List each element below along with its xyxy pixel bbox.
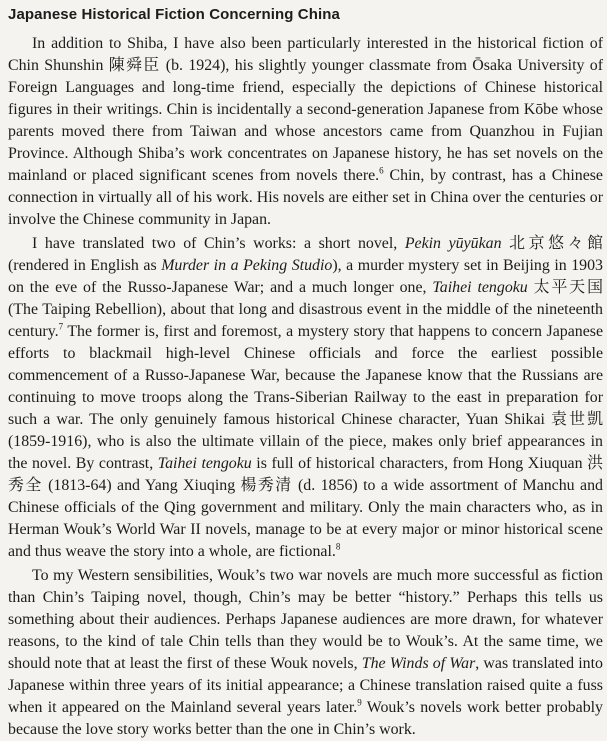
p3-text-b: , was translated into Japanese within three years of its initial appearance; a Chinese translation raised quite a fuss when it appeared on the Mainland several years later.: [8, 655, 603, 716]
title-the-winds-of-war: The Winds of War: [361, 655, 476, 672]
paragraph-2: [8, 233, 603, 563]
footnote-ref-8[interactable]: 8: [335, 541, 341, 552]
p1-text-a: In addition to Shiba, I have also been particularly interested in the historical fiction of Chin Shunshin 陳舜臣 (b. 1924), his slightly younger classmate from Ōsaka University of Foreign Languages and long-time friend, especially the depictions of Chinese historical figures in their writings. Chin is incidentally a second-generation Japanese from Kōbe whose parents moved there from Taiwan and whose ancestors came from Quanzhou in Fujian Province. Although Shiba’s work concentrates on Japanese history, he has set novels on the mainland or placed significant scenes from novels there.: [8, 35, 603, 184]
footnote-ref-6[interactable]: 6: [379, 165, 384, 176]
paragraph-3: [8, 565, 603, 741]
p2-text-d: 太平天国 (The Taiping Rebellion), about that long and disastrous event in the middle of the nineteenth century.: [8, 279, 603, 340]
section-heading: Japanese Historical Fiction Concerning China: [8, 6, 340, 23]
title-murder-in-a-peking-studio: Murder in a Peking Studio: [161, 257, 333, 274]
p3-text-c: Wouk’s novels work better probably because the love story works better than the one in Chin’s work.: [8, 699, 604, 738]
p3-text-a: To my Western sensibilities, Wouk’s two war novels are much more successful as fiction than Chin’s Taiping novel, though, Chin’s may be better “history.” Perhaps this tells us something about their audiences. Perhaps Japanese audiences are more drawn, for whatever reasons, to the kind of tale Chin tells than they would be to Wouk’s. At the same time, we should note that at least the first of these Wouk novels,: [8, 567, 603, 672]
p2-text-a: I have translated two of Chin’s works: a short novel,: [32, 235, 405, 252]
title-taihei-tengoku: Taihei tengoku: [432, 279, 528, 296]
title-pekin-yuyukan: Pekin yūyūkan: [404, 235, 502, 252]
p2-text-c: ), a murder mystery set in Beijing in 1903 on the eve of the Russo-Japanese War; and a much longer one,: [8, 257, 603, 296]
title-taihei-tengoku-2: Taihei tengoku: [157, 455, 252, 472]
footnote-ref-7[interactable]: 7: [58, 321, 64, 332]
footnote-ref-9[interactable]: 9: [357, 697, 362, 708]
p2-text-b: 北京悠々館 (rendered in English as: [8, 235, 603, 274]
p2-text-f: is full of historical characters, from Hong Xiuquan 洪秀全 (1813-64) and Yang Xiuqing 楊秀清 (d. 1856) to a wide assortment of Manchu and Chinese officials of the Qing government and military. Only the main characters who, as in Herman Wouk’s World War II novels, manage to be at every major or minor historical scene and thus weave the story into a whole, are fictional.: [8, 455, 603, 560]
p2-text-e: The former is, first and foremost, a mystery story that happens to concern Japanese efforts to blackmail high-level Chinese officials and force the earliest possible commencement of a Russo-Japanese War, because the Japanese know that the Russians are continuing to move troops along the Trans-Siberian Railway to the east in preparation for such a war. The only genuinely famous historical Chinese character, Yuan Shikai 袁世凱 (1859-1916), who is also the ultimate villain of the piece, makes only brief appearances in the novel. By contrast,: [8, 323, 603, 472]
paragraph-1: [8, 33, 603, 231]
p1-text-b: Chin, by contrast, has a Chinese connection in virtually all of his work. His novels are either set in China over the centuries or involve the Chinese community in Japan.: [8, 167, 603, 228]
